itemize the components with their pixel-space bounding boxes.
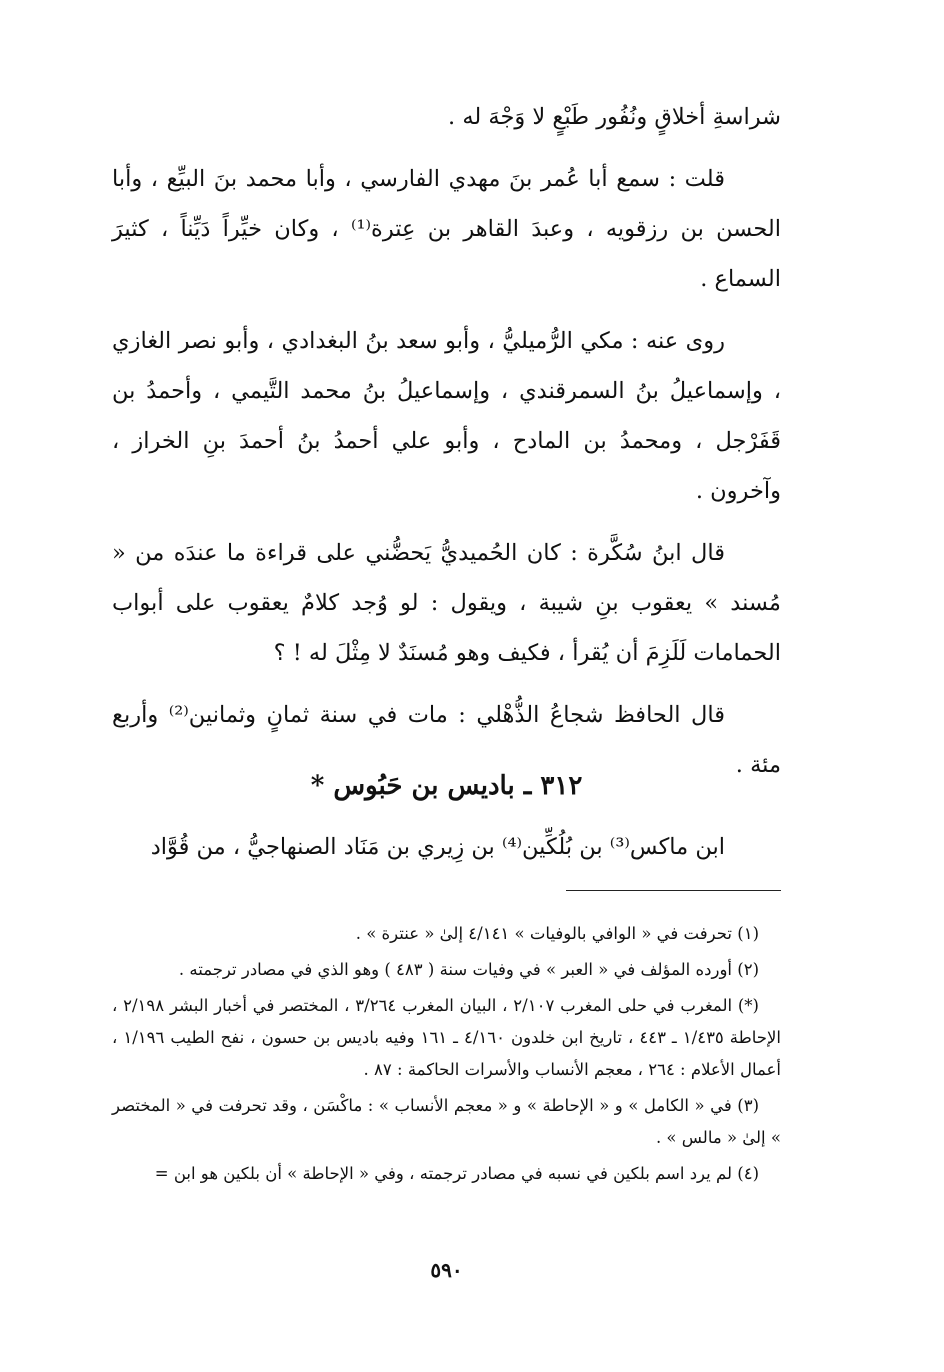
- footnote-2: (٢) أورده المؤلف في « العبر » في وفيات سنة ( ٤٨٣ ) وهو الذي في مصادر ترجمته .: [178, 960, 759, 979]
- main-text: [112, 92, 781, 802]
- paragraph-death: قال الحافظ شجاعُ الذُّهْلي : مات في سنة ثمانٍ وثمانين⁽²⁾ وأربع مئة .: [112, 702, 781, 778]
- footnotes: [112, 918, 781, 1194]
- biography-first-line: ابن ماكس⁽³⁾ بن بُلُكِّين⁽⁴⁾ بن زِيري بن مَنَاد الصنهاجيُّ ، من قُوَّاد: [150, 834, 725, 860]
- footnote-star: (*) المغرب في حلى المغرب ٢/١٠٧ ، البيان المغرب ٣/٢٦٤ ، المختصر في أخبار البشر ٢/١٩٨ ، الإحاطة ١/٤٣٥ ـ ٤٤٣ ، تاريخ ابن خلدون ٤/١٦٠ ـ ١٦١ وفيه باديس بن حسون ، نفح الطيب ١/١٩٦ ، أعمال الأعلام : ٢٦٤ ، معجم الأنساب والأسرات الحاكمة : ٨٧ .: [112, 996, 781, 1079]
- paragraph-teachers: قلت : سمع أبا عُمر بنَ مهدي الفارسي ، وأبا محمد بنَ البيِّع ، وأبا الحسن بن رزقويه ، وعبدَ القاهر بن عِترة⁽¹⁾ ، وكان خيِّراً دَيِّناً ، كثيرَ السماع .: [112, 166, 781, 292]
- biography-heading: ٣١٢ ـ باديس بن حَبُوس *: [310, 771, 583, 801]
- paragraph-continuation: شراسةِ أخلاقٍ ونُفُور طَبْعٍ لا وَجْهَ له .: [448, 104, 781, 130]
- footnote-1: (١) تحرفت في « الوافي بالوفيات » ٤/١٤١ إلىٰ « عنترة » .: [355, 924, 759, 943]
- paragraph-ibn-sukkara: قال ابنُ سُكَّرة : كان الحُميديُّ يَحضُّني على قراءة ما عندَه من « مُسند » يعقوب بنِ شيبة ، ويقول : لو وُجد كلامٌ يعقوب على أبواب الحمامات لَلَزِمَ أن يُقرأ ، فكيف وهو مُسنَدٌ لا مِثْلَ له ! ؟: [112, 540, 781, 666]
- footnote-divider: [566, 890, 781, 891]
- footnote-3: (٣) في « الكامل » و « الإحاطة » و « معجم الأنساب » : ماكْسَن ، وقد تحرفت في « المختصر » إلىٰ « مالس » .: [112, 1096, 781, 1147]
- page-number: ٥٩٠: [430, 1258, 463, 1282]
- paragraph-narrators: روى عنه : مكي الرُّميليُّ ، وأبو سعد بنُ البغدادي ، وأبو نصر الغازي ، وإسماعيلُ بنُ السمرقندي ، وإسماعيلُ بنُ محمد التَّيمي ، وأحمدُ بن قَفَرْجل ، ومحمدُ بن المادح ، وأبو علي أحمدُ بنُ أحمدَ بنِ الخراز ، وآخرون .: [112, 328, 781, 504]
- footnote-4: (٤) لم يرد اسم بلكين في نسبه في مصادر ترجمته ، وفي « الإحاطة » أن بلكين هو ابن =: [154, 1164, 759, 1183]
- book-page: [112, 0, 781, 1372]
